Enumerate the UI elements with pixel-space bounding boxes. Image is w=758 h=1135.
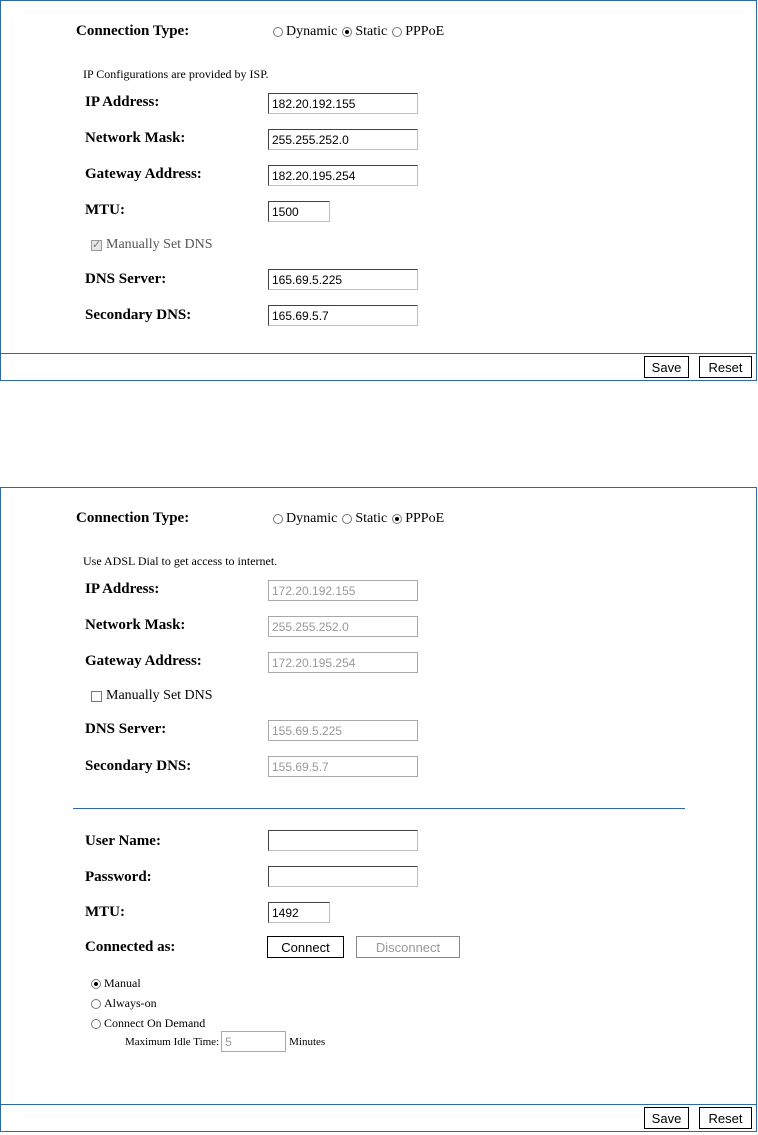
connected-as-label: Connected as: (85, 939, 176, 955)
dns-server-input[interactable]: 155.69.5.225 (268, 720, 418, 741)
mtu-label: MTU: (85, 202, 125, 218)
radio-static[interactable] (342, 511, 387, 527)
radio-pppoe-label: PPPoE (405, 511, 445, 526)
minutes-label: Minutes (289, 1035, 326, 1048)
connection-type-radio-group (273, 24, 449, 40)
network-mask-label: Network Mask: (85, 130, 186, 146)
radio-static-circle[interactable] (342, 514, 352, 524)
footer-divider (1, 353, 756, 354)
connect-button[interactable]: Connect (267, 936, 344, 958)
network-mask-input[interactable]: 255.255.252.0 (268, 129, 418, 150)
mode-connect-on-demand-radio[interactable] (91, 1019, 101, 1029)
radio-static-label: Static (355, 511, 388, 526)
isp-note: IP Configurations are provided by ISP. (83, 67, 269, 81)
user-name-input[interactable] (268, 830, 418, 851)
radio-pppoe[interactable] (392, 511, 444, 527)
reset-button[interactable]: Reset (699, 1107, 752, 1129)
radio-static-circle[interactable] (342, 27, 352, 37)
manual-dns-row (91, 237, 213, 253)
secondary-dns-label: Secondary DNS: (85, 758, 192, 774)
mode-always-on-radio[interactable] (91, 999, 101, 1009)
max-idle-row (125, 1031, 325, 1052)
dns-server-input[interactable]: 165.69.5.225 (268, 269, 418, 290)
gateway-address-input[interactable]: 172.20.195.254 (268, 652, 418, 673)
max-idle-input[interactable]: 5 (221, 1031, 286, 1052)
mode-always-on-label: Always-on (104, 996, 157, 1010)
max-idle-label: Maximum Idle Time: (125, 1035, 220, 1048)
password-input[interactable] (268, 866, 418, 887)
radio-dynamic-label: Dynamic (286, 24, 338, 39)
user-name-label: User Name: (85, 833, 161, 849)
mode-connect-on-demand-label: Connect On Demand (104, 1016, 206, 1030)
ip-address-label: IP Address: (85, 94, 160, 110)
gateway-address-label: Gateway Address: (85, 653, 202, 669)
gateway-address-input[interactable]: 182.20.195.254 (268, 165, 418, 186)
reset-button[interactable]: Reset (699, 356, 752, 378)
network-mask-label: Network Mask: (85, 617, 186, 633)
network-mask-input[interactable]: 255.255.252.0 (268, 616, 418, 637)
radio-dynamic-label: Dynamic (286, 511, 338, 526)
footer-divider (1, 1104, 756, 1105)
secondary-dns-input[interactable]: 165.69.5.7 (268, 305, 418, 326)
radio-pppoe-circle[interactable] (392, 514, 402, 524)
ip-address-input[interactable]: 172.20.192.155 (268, 580, 418, 601)
section-divider (73, 808, 685, 809)
mtu-input[interactable]: 1492 (268, 902, 330, 923)
ip-address-label: IP Address: (85, 581, 160, 597)
radio-dynamic-circle[interactable] (273, 27, 283, 37)
secondary-dns-label: Secondary DNS: (85, 307, 192, 323)
radio-static-label: Static (355, 24, 388, 39)
mtu-label: MTU: (85, 904, 125, 920)
manual-dns-checkbox[interactable] (91, 691, 102, 702)
static-settings-panel (0, 0, 757, 381)
dns-server-label: DNS Server: (85, 271, 167, 287)
mode-always-on[interactable] (91, 996, 157, 1011)
mode-connect-on-demand[interactable] (91, 1016, 205, 1031)
pppoe-settings-panel (0, 487, 757, 1132)
dns-server-label: DNS Server: (85, 721, 167, 737)
radio-pppoe-label: PPPoE (405, 24, 445, 39)
radio-static[interactable] (342, 24, 387, 40)
adsl-note: Use ADSL Dial to get access to internet. (83, 554, 278, 568)
manual-dns-checkbox[interactable] (91, 240, 102, 251)
connection-type-label: Connection Type: (76, 510, 190, 526)
radio-dynamic-circle[interactable] (273, 514, 283, 524)
mode-manual[interactable] (91, 976, 141, 991)
save-button[interactable]: Save (644, 356, 689, 378)
mode-manual-radio[interactable] (91, 979, 101, 989)
connection-type-label: Connection Type: (76, 23, 190, 39)
radio-dynamic[interactable] (273, 511, 337, 527)
connection-type-radio-group (273, 511, 449, 527)
ip-address-input[interactable]: 182.20.192.155 (268, 93, 418, 114)
mtu-input[interactable]: 1500 (268, 201, 330, 222)
save-button[interactable]: Save (644, 1107, 689, 1129)
mode-manual-label: Manual (104, 976, 141, 990)
radio-dynamic[interactable] (273, 24, 337, 40)
manual-dns-row (91, 688, 213, 704)
disconnect-button[interactable]: Disconnect (356, 936, 460, 958)
radio-pppoe-circle[interactable] (392, 27, 402, 37)
secondary-dns-input[interactable]: 155.69.5.7 (268, 756, 418, 777)
manual-dns-label: Manually Set DNS (106, 237, 213, 252)
manual-dns-label: Manually Set DNS (106, 688, 213, 703)
radio-pppoe[interactable] (392, 24, 444, 40)
password-label: Password: (85, 869, 152, 885)
gateway-address-label: Gateway Address: (85, 166, 202, 182)
